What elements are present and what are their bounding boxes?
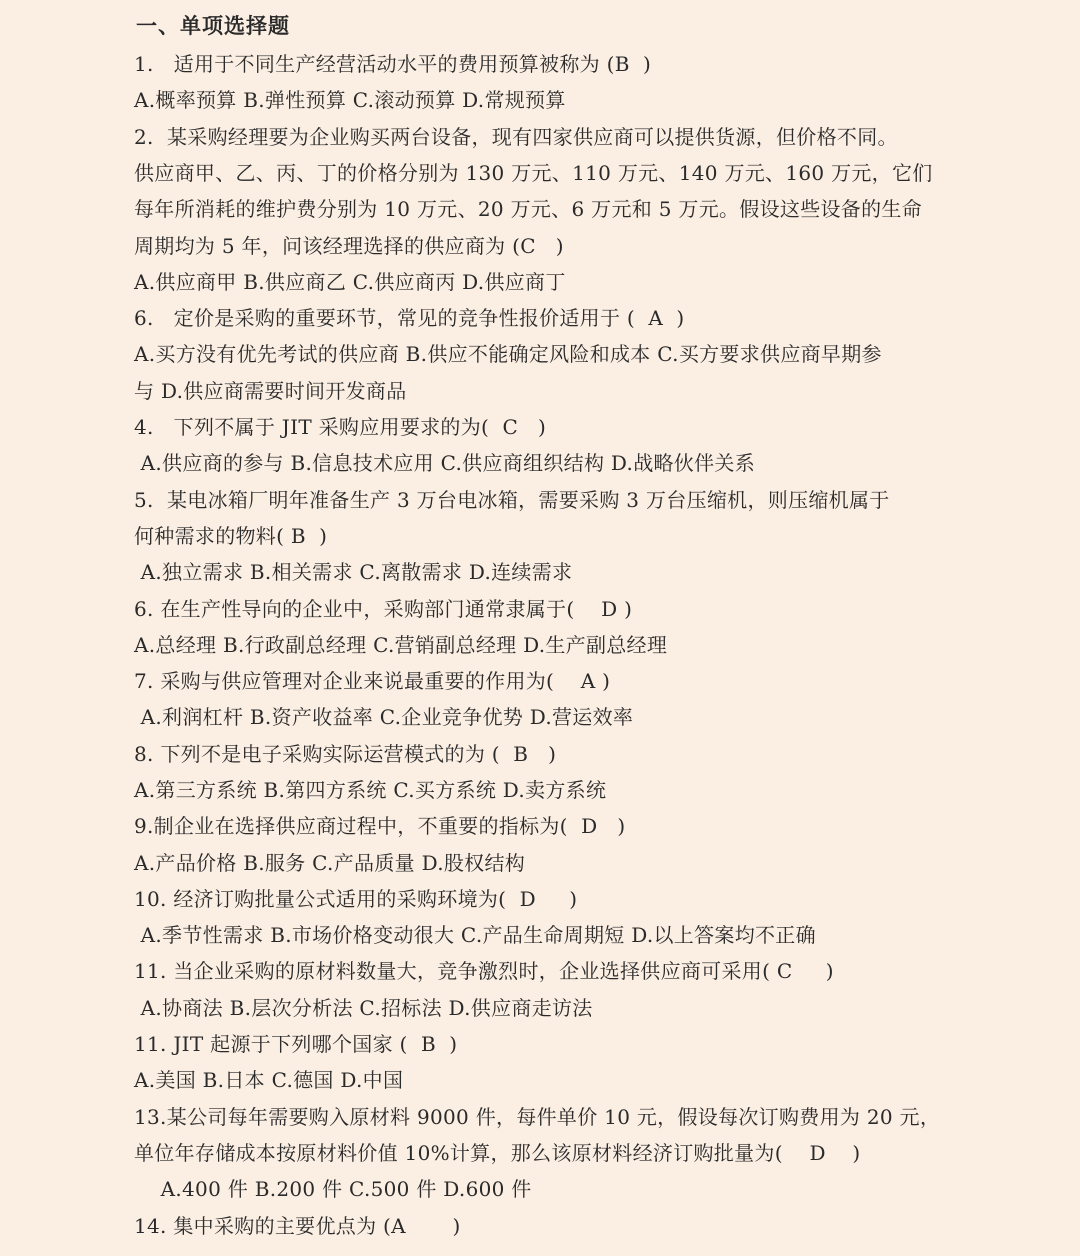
text-line: A.买方没有优先考试的供应商 B.供应不能确定风险和成本 C.买方要求供应商早期参 (134, 342, 882, 366)
text-line: 10. 经济订购批量公式适用的采购环境为( D ) (134, 887, 578, 911)
text-line: A.总经理 B.行政副总经理 C.营销副总经理 D.生产副总经理 (134, 633, 668, 657)
text-line: A.独立需求 B.相关需求 C.离散需求 D.连续需求 (134, 560, 573, 584)
text-line: 9.制企业在选择供应商过程中，不重要的指标为( D ) (134, 814, 626, 838)
text-line: A.季节性需求 B.市场价格变动很大 C.产品生命周期短 D.以上答案均不正确 (134, 923, 816, 947)
text-line: 14. 集中采购的主要优点为 (A ) (134, 1214, 461, 1238)
text-line: A.协商法 B.层次分析法 C.招标法 D.供应商走访法 (134, 996, 593, 1020)
text-line: 单位年存储成本按原材料价值 10%计算，那么该原材料经济订购批量为( D ) (134, 1141, 861, 1165)
text-line: A.概率预算 B.弹性预算 C.滚动预算 D.常规预算 (134, 88, 566, 112)
text-line: 1. 适用于不同生产经营活动水平的费用预算被称为 (B ) (134, 52, 652, 76)
text-line: 何种需求的物料( B ) (134, 524, 328, 548)
text-line: 供应商甲、乙、丙、丁的价格分别为 130 万元、110 万元、140 万元、160 万元，它们 (134, 161, 933, 185)
text-line: 每年所消耗的维护费分别为 10 万元、20 万元、6 万元和 5 万元。假设这些设备的生命 (134, 197, 922, 221)
text-line: 6. 定价是采购的重要环节，常见的竞争性报价适用于 ( A ) (134, 306, 685, 330)
text-line: A.第三方系统 B.第四方系统 C.买方系统 D.卖方系统 (134, 778, 607, 802)
text-line: A.利润杠杆 B.资产收益率 C.企业竞争优势 D.营运效率 (134, 705, 634, 729)
text-line: A.产品价格 B.服务 C.产品质量 D.股权结构 (134, 851, 526, 875)
text-line: A.美国 B.日本 C.德国 D.中国 (134, 1068, 404, 1092)
text-line: 与 D.供应商需要时间开发商品 (134, 379, 407, 403)
text-line: 周期均为 5 年，问该经理选择的供应商为 (C ) (134, 234, 564, 258)
text-line: 5. 某电冰箱厂明年准备生产 3 万台电冰箱，需要采购 3 万台压缩机，则压缩机属于 (134, 488, 890, 512)
text-line: 2. 某采购经理要为企业购买两台设备，现有四家供应商可以提供货源，但价格不同。 (134, 125, 898, 149)
text-line: A.供应商的参与 B.信息技术应用 C.供应商组织结构 D.战略伙伴关系 (134, 451, 756, 475)
text-line: 11. 当企业采购的原材料数量大，竞争激烈时，企业选择供应商可采用( C ) (134, 959, 834, 983)
section-heading: 一、单项选择题 (136, 14, 290, 38)
text-line: 13.某公司每年需要购入原材料 9000 件，每件单价 10 元，假设每次订购费用为 20 元， (134, 1105, 941, 1129)
text-line: 11. JIT 起源于下列哪个国家 ( B ) (134, 1032, 458, 1056)
text-line: 4. 下列不属于 JIT 采购应用要求的为( C ) (134, 415, 547, 439)
text-line: 6. 在生产性导向的企业中，采购部门通常隶属于( D ) (134, 597, 633, 621)
text-line: 8. 下列不是电子采购实际运营模式的为 ( B ) (134, 742, 557, 766)
text-line: 7. 采购与供应管理对企业来说最重要的作用为( A ) (134, 669, 611, 693)
text-line: A.400 件 B.200 件 C.500 件 D.600 件 (134, 1177, 532, 1201)
text-line: A.供应商甲 B.供应商乙 C.供应商丙 D.供应商丁 (134, 270, 566, 294)
